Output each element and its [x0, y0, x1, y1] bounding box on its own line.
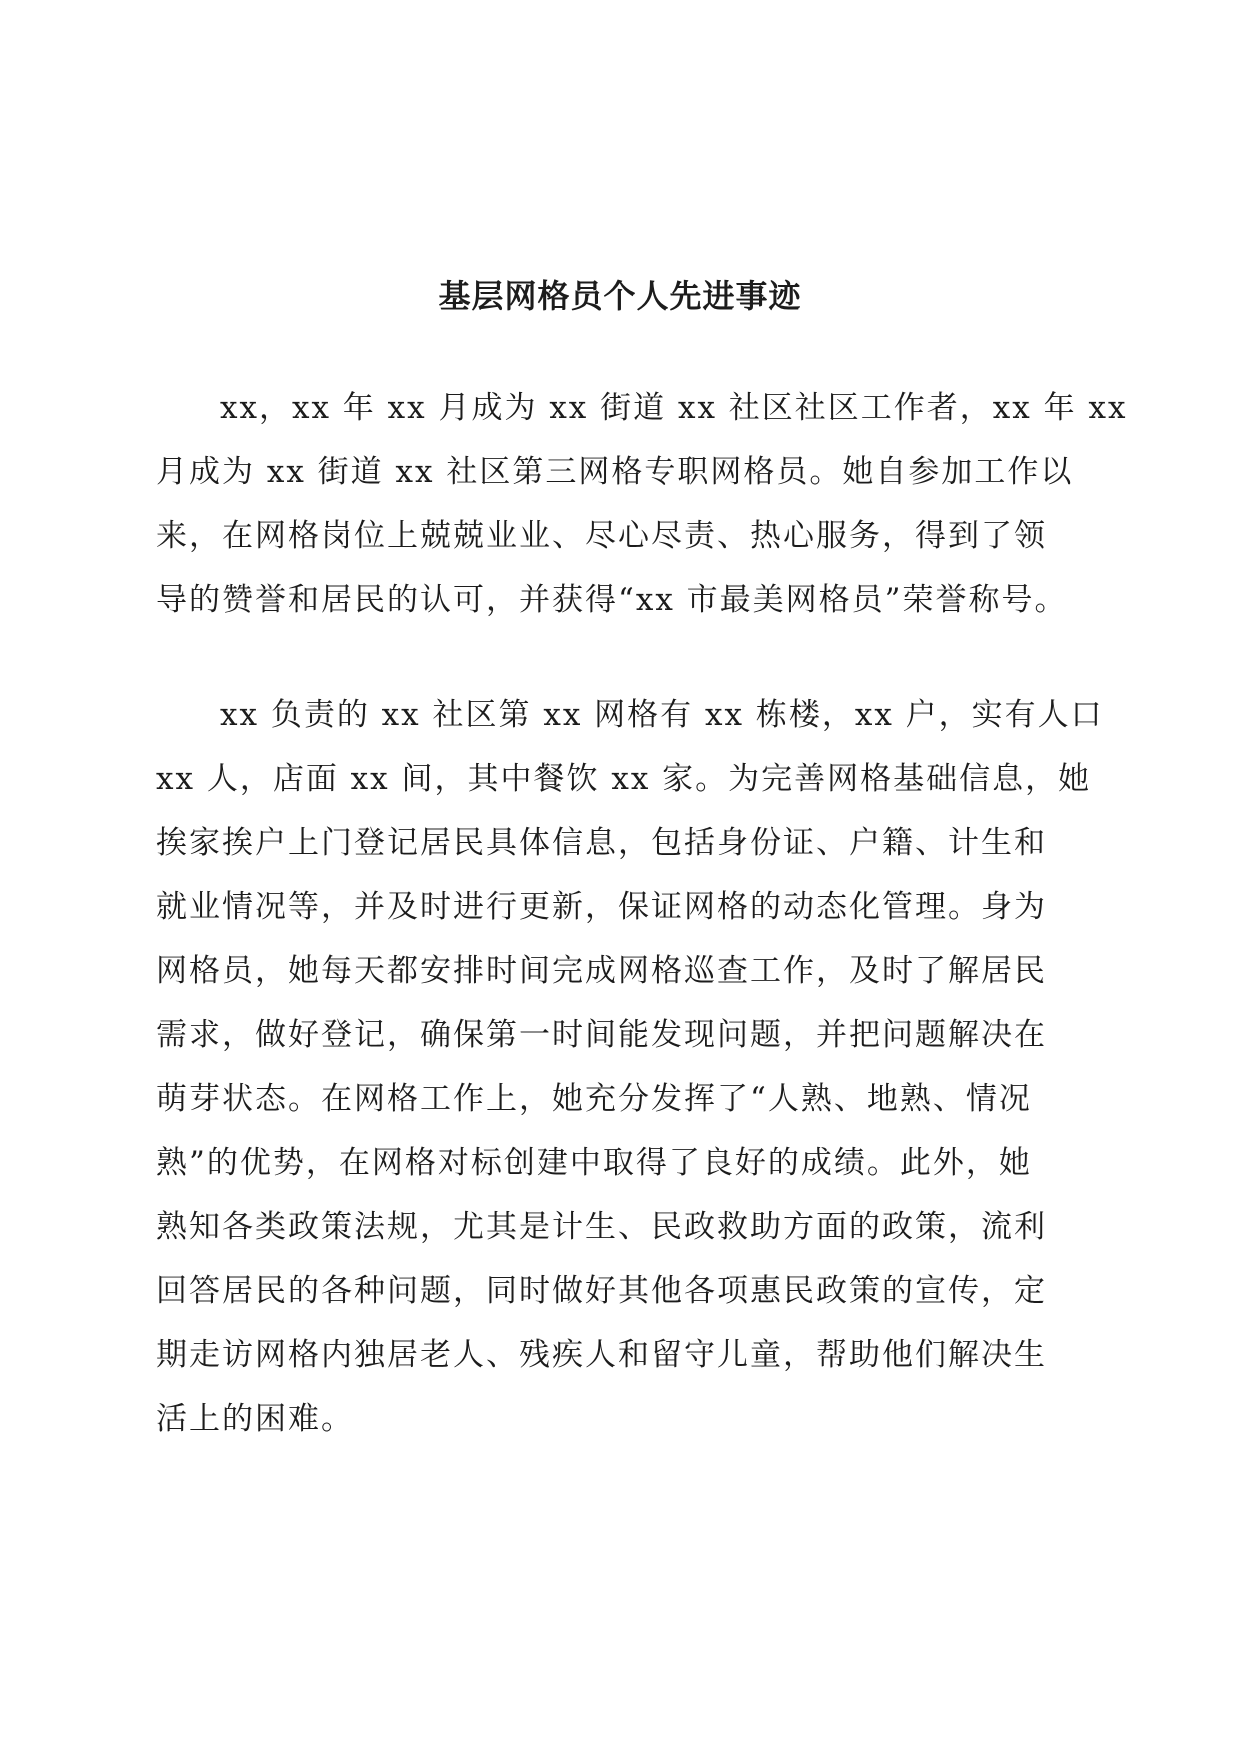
paragraph-line: 期走访网格内独居老人、残疾人和留守儿童，帮助他们解决生 — [156, 1337, 1047, 1373]
paragraph-line: 来，在网格岗位上兢兢业业、尽心尽责、热心服务，得到了领 — [156, 518, 1047, 554]
paragraph-line: xx，xx 年 xx 月成为 xx 街道 xx 社区社区工作者，xx 年 xx — [220, 390, 1128, 426]
paragraph-line: 熟”的优势，在网格对标创建中取得了良好的成绩。此外，她 — [156, 1145, 1032, 1181]
paragraph-line: 需求，做好登记，确保第一时间能发现问题，并把问题解决在 — [156, 1017, 1047, 1053]
paragraph-line: 熟知各类政策法规，尤其是计生、民政救助方面的政策，流利 — [156, 1209, 1047, 1245]
paragraph-line: xx 负责的 xx 社区第 xx 网格有 xx 栋楼，xx 户，实有人口 — [220, 697, 1104, 733]
paragraph-line: 导的赞誉和居民的认可，并获得“xx 市最美网格员”荣誉称号。 — [156, 582, 1068, 618]
paragraph-line: 网格员，她每天都安排时间完成网格巡查工作，及时了解居民 — [156, 953, 1047, 989]
paragraph-1 — [156, 376, 1128, 632]
paragraph-line: 挨家挨户上门登记居民具体信息，包括身份证、户籍、计生和 — [156, 825, 1047, 861]
paragraph-line: xx 人，店面 xx 间，其中餐饮 xx 家。为完善网格基础信息，她 — [156, 761, 1092, 797]
paragraph-line: 就业情况等，并及时进行更新，保证网格的动态化管理。身为 — [156, 889, 1047, 925]
paragraph-2 — [156, 683, 1104, 1451]
paragraph-line: 活上的困难。 — [156, 1401, 354, 1437]
page-title: 基层网格员个人先进事迹 — [438, 277, 802, 315]
paragraph-line: 萌芽状态。在网格工作上，她充分发挥了“人熟、地熟、情况 — [156, 1081, 1032, 1117]
paragraph-line: 月成为 xx 街道 xx 社区第三网格专职网格员。她自参加工作以 — [156, 454, 1074, 490]
paragraph-line: 回答居民的各种问题，同时做好其他各项惠民政策的宣传，定 — [156, 1273, 1047, 1309]
